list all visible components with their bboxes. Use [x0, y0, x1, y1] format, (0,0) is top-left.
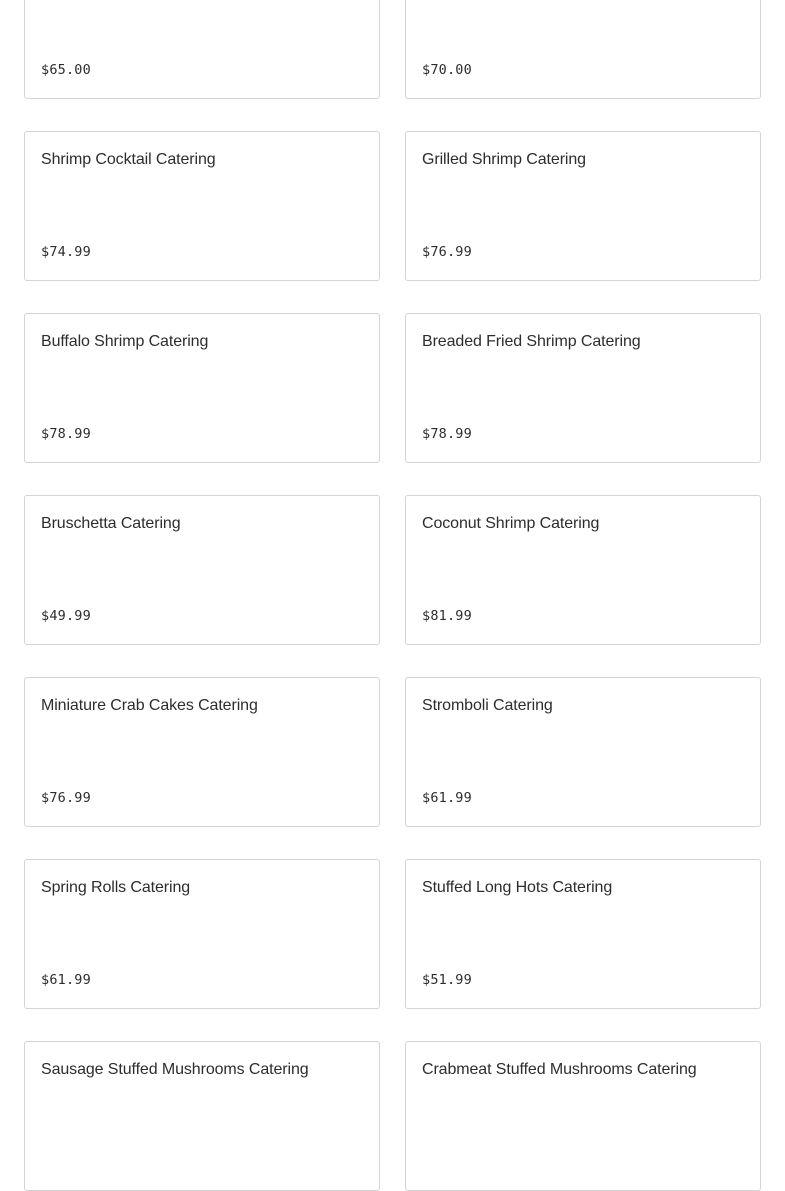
menu-item-name: Bruschetta Catering [41, 515, 181, 532]
menu-item-card[interactable] [405, 1041, 761, 1191]
menu-item-grid [24, 0, 761, 1191]
menu-item-card[interactable] [24, 495, 380, 645]
menu-item-price: $70.00 [422, 62, 472, 78]
menu-item-price: $81.99 [422, 608, 472, 624]
menu-item-name: Shrimp Cocktail Catering [41, 151, 216, 168]
menu-item-price: $78.99 [422, 426, 472, 442]
menu-item-price: $61.99 [41, 972, 91, 988]
menu-item-name: Buffalo Shrimp Catering [41, 333, 209, 350]
menu-item-price: $49.99 [41, 608, 91, 624]
menu-item-price: $76.99 [41, 790, 91, 806]
menu-item-price: $78.99 [41, 426, 91, 442]
menu-item-price: $74.99 [41, 244, 91, 260]
menu-item-name: Sausage Stuffed Mushrooms Catering [41, 1061, 309, 1078]
menu-item-card[interactable] [24, 1041, 380, 1191]
menu-item-name: Stuffed Long Hots Catering [422, 879, 613, 896]
menu-item-name: Stromboli Catering [422, 697, 553, 714]
menu-item-card[interactable] [24, 131, 380, 281]
menu-item-card[interactable] [405, 313, 761, 463]
menu-item-name: Breaded Fried Shrimp Catering [422, 333, 641, 350]
menu-item-card[interactable] [24, 0, 380, 99]
menu-item-price: $51.99 [422, 972, 472, 988]
menu-item-card[interactable] [405, 677, 761, 827]
menu-item-name: Crabmeat Stuffed Mushrooms Catering [422, 1061, 697, 1078]
menu-item-card[interactable] [24, 859, 380, 1009]
menu-item-card[interactable] [24, 677, 380, 827]
menu-item-name: Coconut Shrimp Catering [422, 515, 600, 532]
menu-item-name: Miniature Crab Cakes Catering [41, 697, 258, 714]
menu-item-card[interactable] [405, 131, 761, 281]
menu-item-name: Spring Rolls Catering [41, 879, 191, 896]
menu-item-card[interactable] [405, 859, 761, 1009]
menu-item-card[interactable] [24, 313, 380, 463]
menu-item-price: $65.00 [41, 62, 91, 78]
menu-item-name: Grilled Shrimp Catering [422, 151, 586, 168]
menu-item-card[interactable] [405, 0, 761, 99]
menu-item-price: $76.99 [422, 244, 472, 260]
menu-item-card[interactable] [405, 495, 761, 645]
menu-item-price: $61.99 [422, 790, 472, 806]
